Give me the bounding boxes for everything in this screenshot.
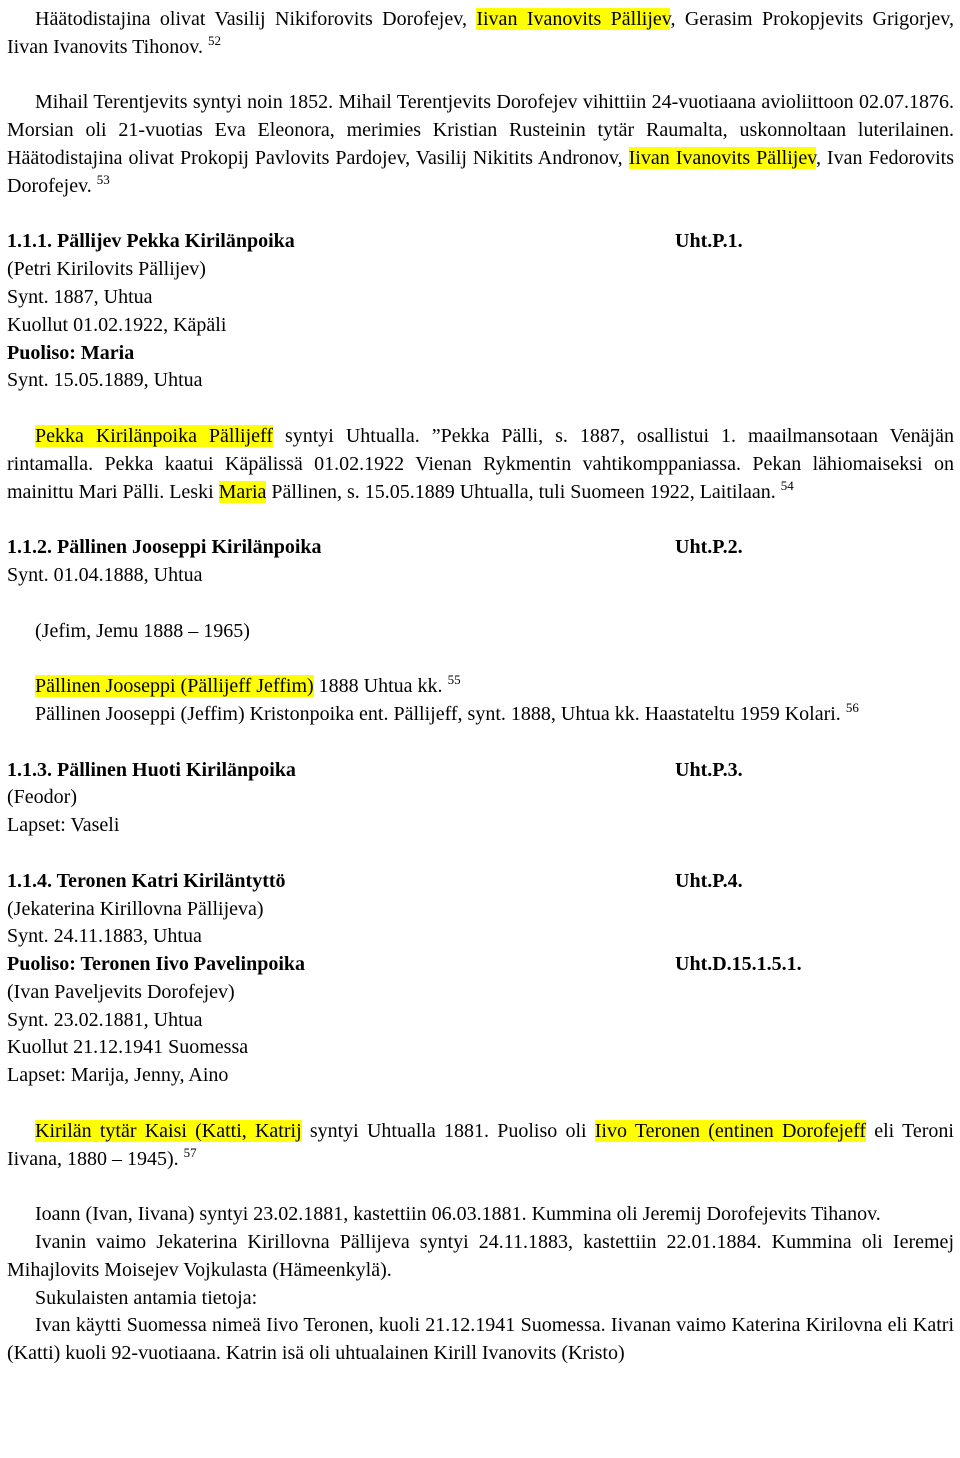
- entry-spouse-code: Uht.D.15.1.5.1.: [675, 953, 802, 976]
- entry-spouse: Puoliso: Teronen Iivo Pavelinpoika: [7, 953, 306, 976]
- entry-heading-row: [7, 534, 954, 562]
- paragraph-jooseppi-1: Pällinen Jooseppi (Pällijeff Jeffim) 1888 Uhtua kk. $^{55}$: [35, 672, 461, 698]
- entry-children: Lapset: Marija, Jenny, Aino: [7, 1064, 229, 1087]
- highlight: Maria: [218, 480, 267, 503]
- paragraph-ioann: Ioann (Ivan, Iivana) syntyi 23.02.1881, kastettiin 06.03.1881. Kummina oli Jeremij Dorofejevits Tihanov.: [35, 1203, 881, 1226]
- paragraph-katri: Kirilän tytär Kaisi (Katti, Katrij syntyi Uhtualla 1881. Puoliso oli Iivo Teronen (entinen Dorofejeff eli Teroni Iivana, 1880 – 1945). $^{57}$: [7, 1119, 954, 1170]
- entry-spouse-died: Kuollut 21.12.1941 Suomessa: [7, 1036, 249, 1059]
- footnote-ref: 54: [780, 477, 794, 493]
- paragraph-pekka: Pekka Kirilänpoika Pällijeff syntyi Uhtualla. ”Pekka Pälli, s. 1887, osallistui 1. maailmansotaan Venäjän rintamalla. Pekka kaatui Käpälissä 01.02.1922 Vienan Rykmentin vahtikomppaniassa. Pekan lähiomaiseksi on mainittu Mari Pälli. Leski Maria Pällinen, s. 15.05.1889 Uhtualla, tuli Suomeen 1922, Laitilaan. $^{54}$: [7, 424, 954, 503]
- entry-1-1-2: [7, 534, 954, 645]
- entry-heading-row: [7, 228, 954, 256]
- footnote-ref: 53: [96, 171, 110, 187]
- paragraph-wedding-witnesses-1: Häätodistajina olivat Vasilij Nikiforovits Dorofejev, Iivan Ivanovits Pällijev, Gerasim Prokopjevits Grigorjev, Iivan Ivanovits Tihonov. $^{52}$: [7, 8, 954, 58]
- entry-alt-name: (Feodor): [7, 786, 77, 809]
- entry-heading: 1.1.4. Teronen Katri Kiriläntyttö: [7, 869, 286, 892]
- entry-born: Synt. 1887, Uhtua: [7, 285, 153, 308]
- footnote-ref: 55: [447, 672, 461, 688]
- entry-1-1-3: [7, 757, 954, 840]
- entry-died: Kuollut 01.02.1922, Käpäli: [7, 313, 227, 336]
- entry-children: Lapset: Vaseli: [7, 814, 120, 837]
- entry-alt-name: (Jefim, Jemu 1888 – 1965): [35, 619, 250, 642]
- entry-spouse-alt-name: (Ivan Paveljevits Dorofejev): [7, 980, 235, 1003]
- paragraph-ivan-suomessa: Ivan käytti Suomessa nimeä Iivo Teronen, kuoli 21.12.1941 Suomessa. Iivanan vaimo Katerina Kirilovna eli Katri (Katti) kuoli 92-vuotiaana. Katrin isä oli uhtualainen Kirill Ivanovits (Kristo): [7, 1314, 954, 1365]
- highlight: Iivo Teronen (entinen Dorofejeff: [594, 1119, 867, 1142]
- entry-heading-row: [7, 757, 954, 785]
- paragraph-mihail: Mihail Terentjevits syntyi noin 1852. Mihail Terentjevits Dorofejev vihittiin 24-vuotiaana avioliittoon 02.07.1876. Morsian oli 21-vuotias Eva Eleonora, merimies Kristian Rusteinin tytär Raumalta, uskonnoltaan luterilainen. Häätodistajina olivat Prokopij Pavlovits Pardojev, Vasilij Nikitits Andronov, Iivan Ivanovits Pällijev, Ivan Fedorovits Dorofejev. $^{53}$: [7, 91, 955, 197]
- footnote-ref: 57: [183, 1144, 197, 1160]
- highlight: Kirilän tytär Kaisi (Katti, Katrij: [35, 1119, 302, 1142]
- entry-heading-row: [7, 868, 954, 896]
- footnote-ref: 56: [845, 699, 859, 715]
- entry-code: Uht.P.4.: [675, 869, 743, 892]
- entry-alt-name: (Jekaterina Kirillovna Pällijeva): [7, 897, 264, 920]
- entry-alt-name: (Petri Kirilovits Pällijev): [7, 258, 206, 281]
- entry-heading: 1.1.2. Pällinen Jooseppi Kirilänpoika: [7, 536, 322, 559]
- paragraph-jooseppi-2: Pällinen Jooseppi (Jeffim) Kristonpoika ent. Pällijeff, synt. 1888, Uhtua kk. Haastateltu 1959 Kolari. $^{56}$: [35, 699, 859, 725]
- entry-spouse-born: Synt. 23.02.1881, Uhtua: [7, 1008, 203, 1031]
- entry-1-1-4: [7, 868, 954, 1090]
- footnote-ref: 52: [207, 32, 221, 48]
- paragraph-ivanin-vaimo: Ivanin vaimo Jekaterina Kirillovna Pällijeva syntyi 24.11.1883, kastettiin 22.01.1884. Kummina oli Ieremej Mihajlovits Moisejev Vojkulasta (Hämeenkylä).: [7, 1231, 954, 1281]
- entry-heading: 1.1.1. Pällijev Pekka Kirilänpoika: [7, 230, 295, 253]
- highlight: Iivan Ivanovits Pällijev: [628, 146, 816, 169]
- entry-1-1-1: [7, 228, 954, 395]
- entry-heading: 1.1.3. Pällinen Huoti Kirilänpoika: [7, 758, 296, 781]
- entry-code: Uht.P.3.: [675, 758, 743, 781]
- entry-spouse-row: [7, 951, 954, 979]
- entry-spouse: Puoliso: Maria: [7, 341, 135, 364]
- entry-spouse-born: Synt. 15.05.1889, Uhtua: [7, 369, 203, 392]
- highlight: Pekka Kirilänpoika Pällijeff: [35, 424, 273, 447]
- document-page: [7, 6, 954, 1368]
- highlight: Pällinen Jooseppi (Pällijeff Jeffim): [35, 675, 314, 698]
- highlight: Iivan Ivanovits Pällijev: [476, 8, 671, 30]
- entry-born: Synt. 01.04.1888, Uhtua: [7, 563, 203, 586]
- entry-born: Synt. 24.11.1883, Uhtua: [7, 925, 202, 948]
- paragraph-sukulaiset: Sukulaisten antamia tietoja:: [35, 1286, 258, 1309]
- entry-code: Uht.P.1.: [675, 230, 743, 253]
- entry-code: Uht.P.2.: [675, 536, 743, 559]
